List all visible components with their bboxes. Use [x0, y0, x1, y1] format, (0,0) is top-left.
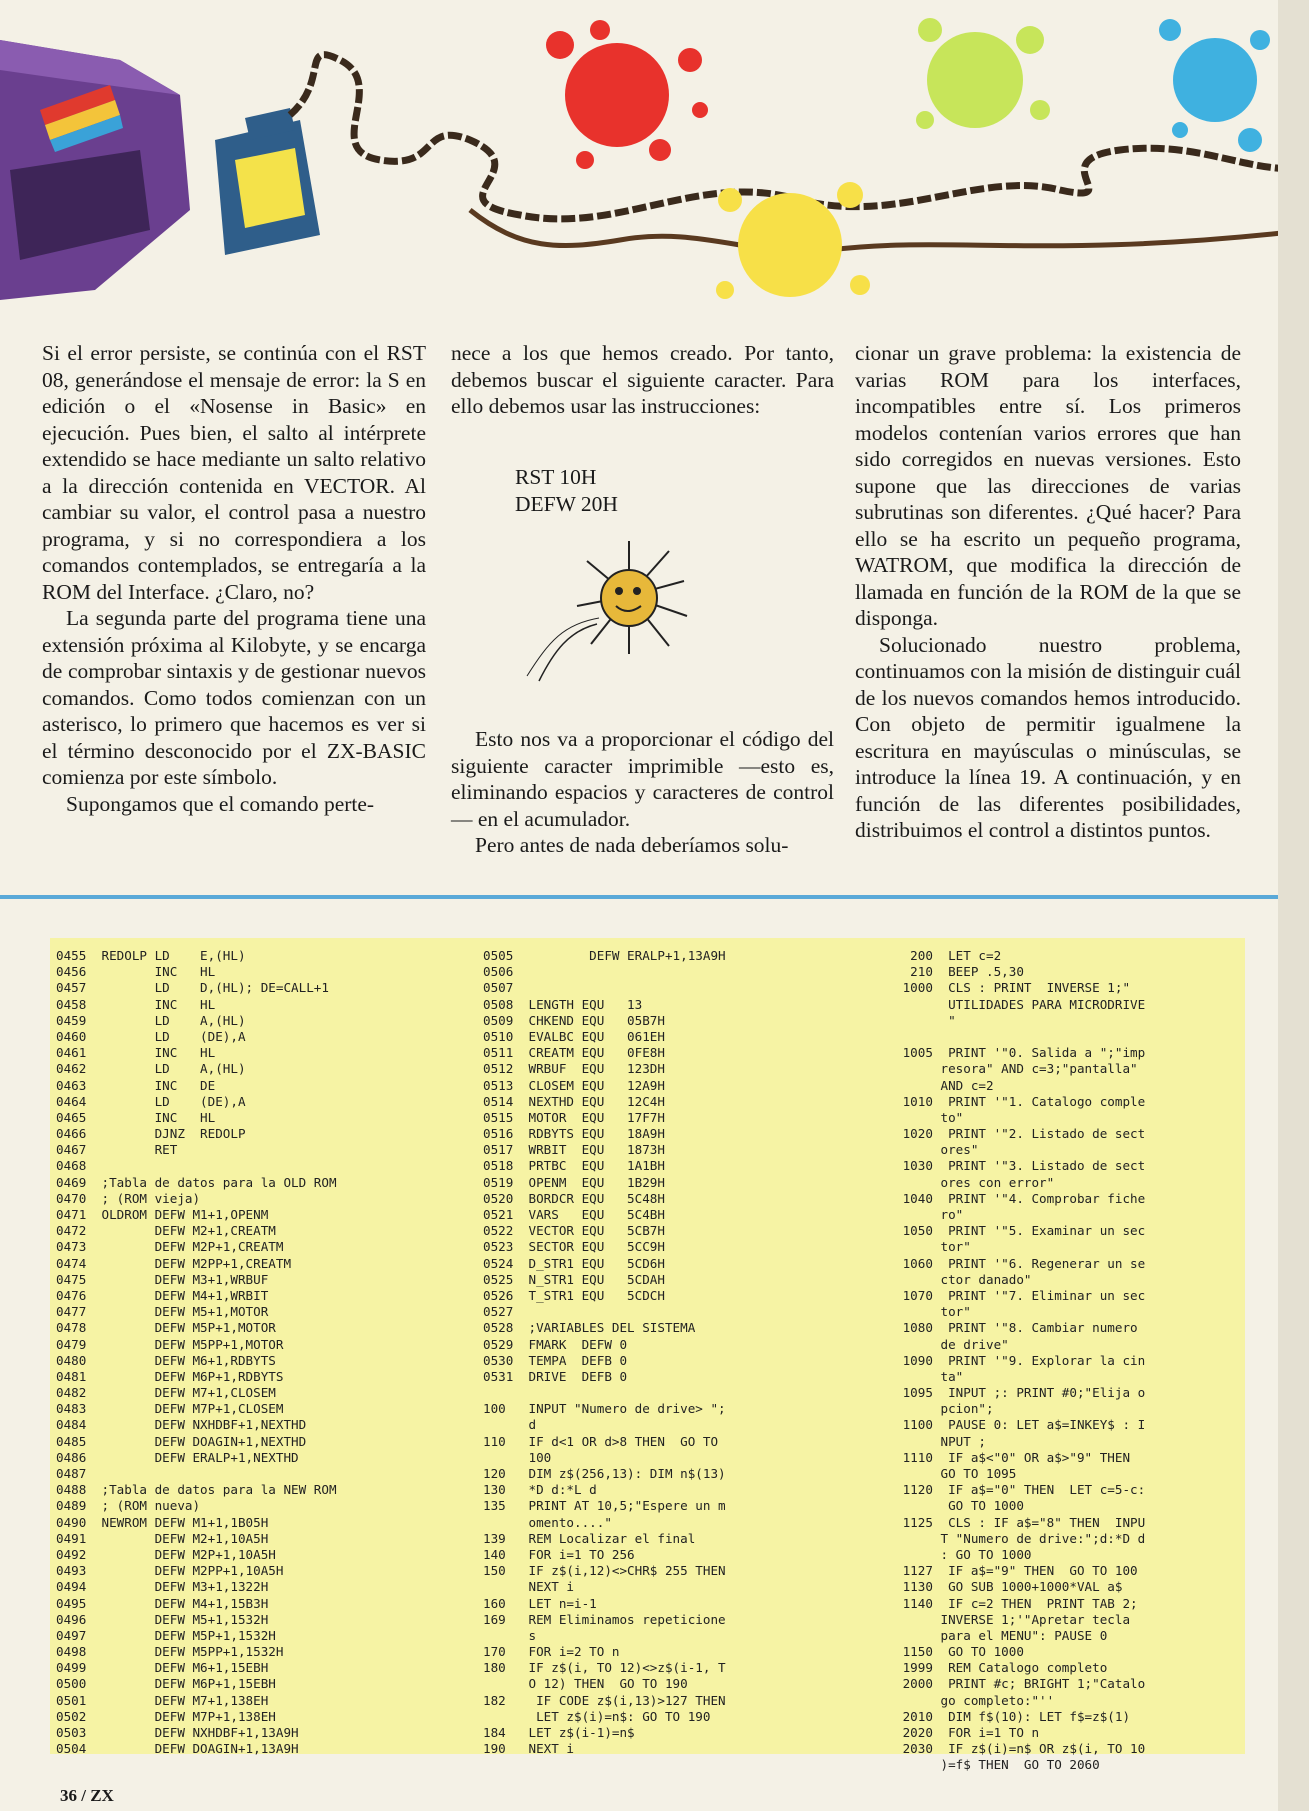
code-line: 2010 DIM f$(10): LET f$=z$(1) [895, 1708, 1131, 1724]
code-line: 0478 DEFW M5P+1,MOTOR [56, 1320, 276, 1336]
code-line: ctor danado" [895, 1271, 1032, 1287]
code-line: 140 FOR i=1 TO 256 [483, 1546, 635, 1562]
code-line: 170 FOR i=2 TO n [483, 1644, 620, 1660]
code-line: 1999 REM Catalogo completo [895, 1660, 1108, 1676]
code-line: 0489 ; (ROM nueva) [56, 1498, 201, 1514]
code-line: 1010 PRINT '"1. Catalogo comple [895, 1093, 1146, 1109]
code-line: 0526 T_STR1 EQU 5CDCH [483, 1287, 665, 1303]
paragraph: nece a los que hemos creado. Por tanto, debemos buscar el siguiente caracter. Para ello debemos usar las instrucciones: [451, 341, 834, 418]
code-line: 0499 DEFW M6+1,15EBH [56, 1660, 269, 1676]
code-line: tor" [895, 1239, 971, 1255]
code-line: NEXT i [483, 1579, 574, 1595]
code-line: 1127 IF a$="9" THEN GO TO 100 [895, 1563, 1138, 1579]
code-line: 0494 DEFW M3+1,1322H [56, 1579, 269, 1595]
paragraph: La segunda parte del programa tiene una extensión próxima al Kilobyte, y se encarga de comprobar sintaxis y de gestionar nuevos comandos. Como todos comienzan con un asterisco, lo primero que hacemos es ver si el término desconocido por el ZX-BASIC comienza por este símbolo. [42, 606, 426, 789]
code-line: 0523 SECTOR EQU 5CC9H [483, 1239, 665, 1255]
green-splash [916, 18, 1050, 129]
code-line: 139 REM Localizar el final [483, 1530, 696, 1546]
page-footer: 36 / ZX [60, 1786, 114, 1805]
code-line: 169 REM Eliminamos repeticione [483, 1611, 726, 1627]
code-line: 0497 DEFW M5P+1,1532H [56, 1627, 276, 1643]
code-line: 0512 WRBUF EQU 123DH [483, 1061, 665, 1077]
code-line: 1050 PRINT '"5. Examinar un sec [895, 1223, 1146, 1239]
code-line: 0507 [483, 980, 514, 996]
code-line: 1125 CLS : IF a$="8" THEN INPU [895, 1514, 1146, 1530]
code-line: GO TO 1000 [895, 1498, 1024, 1514]
code-line: 0516 RDBYTS EQU 18A9H [483, 1126, 665, 1142]
code-line: 0491 DEFW M2+1,10A5H [56, 1530, 269, 1546]
code-line: 1070 PRINT '"7. Eliminar un sec [895, 1287, 1146, 1303]
code-line: 0496 DEFW M5+1,1532H [56, 1611, 269, 1627]
code-line: 1020 PRINT '"2. Listado de sect [895, 1126, 1146, 1142]
code-line: 2020 FOR i=1 TO n [895, 1725, 1040, 1740]
computer-illustration [0, 40, 190, 300]
code-line: NPUT ; [895, 1433, 986, 1449]
code-line: ro" [895, 1207, 964, 1222]
code-line: 0459 LD A,(HL) [56, 1012, 246, 1028]
code-line: 1060 PRINT '"6. Regenerar un se [895, 1255, 1146, 1271]
article-column-1 [42, 340, 426, 817]
asm-line: DEFW 20H [515, 491, 618, 516]
code-line: AND c=2 [895, 1077, 994, 1093]
blue-splash [1159, 19, 1270, 152]
red-splash [546, 20, 708, 169]
code-line: 0468 [56, 1158, 87, 1174]
code-line: GO TO 1095 [895, 1466, 1017, 1481]
code-line: 0464 LD (DE),A [56, 1093, 246, 1109]
code-line: 0492 DEFW M2P+1,10A5H [56, 1546, 276, 1562]
code-line: 0456 INC HL [56, 964, 216, 980]
article-column-2 [451, 340, 834, 859]
code-line: 1140 IF c=2 THEN PRINT TAB 2; [895, 1595, 1138, 1611]
code-line: 0530 TEMPA DEFB 0 [483, 1352, 628, 1368]
paragraph: Esto nos va a proporcionar el código del siguiente caracter imprimible —esto es, eliminando espacios y caracteres de control— en el acumulador. [451, 727, 834, 831]
code-line: 0522 VECTOR EQU 5CB7H [483, 1223, 665, 1239]
code-line: 0485 DEFW DOAGIN+1,NEXTHD [56, 1433, 307, 1449]
code-line: 1120 IF a$="0" THEN LET c=5-c: [895, 1482, 1146, 1498]
code-line: 1095 INPUT ;: PRINT #0;"Elija o [895, 1385, 1146, 1401]
code-line: 210 BEEP .5,30 [895, 964, 1024, 980]
code-line: 0484 DEFW NXHDBF+1,NEXTHD [56, 1417, 307, 1433]
article-column-3 [855, 340, 1241, 844]
code-line: pcion"; [895, 1401, 994, 1417]
code-line: 0517 WRBIT EQU 1873H [483, 1142, 665, 1158]
asm-line: RST 10H [515, 464, 597, 489]
code-line: resora" AND c=3;"pantalla" [895, 1061, 1138, 1077]
code-line: 0503 DEFW NXHDBF+1,13A9H [56, 1725, 299, 1740]
code-line: 2030 IF z$(i)=n$ OR z$(i, TO 10 [895, 1741, 1146, 1757]
code-line: 180 IF z$(i, TO 12)<>z$(i-1, T [483, 1660, 726, 1676]
article-body [42, 340, 1242, 875]
code-line: 0457 LD D,(HL); DE=CALL+1 [56, 980, 329, 996]
code-line: T "Numero de drive:";d:*D d [895, 1530, 1146, 1546]
code-line: 150 IF z$(i,12)<>CHR$ 255 THEN [483, 1563, 726, 1579]
code-line: 1005 PRINT '"0. Salida a ";"imp [895, 1045, 1146, 1061]
code-line: 0463 INC DE [56, 1077, 216, 1093]
paragraph: Si el error persiste, se continúa con el RST 08, generándose el mensaje de error: la S en edición o el «Nosense in Basic» en ejecución. Pues bien, el salto al intérprete extendido se hace mediante un salto relativo a la dirección contenida en VECTOR. Al cambiar su valor, el control pasa a nuestro programa, y si no correspondiera a los comandos contemplados, se entregaría a la ROM del Interface. ¿Claro, no? [42, 341, 426, 604]
code-line: " [895, 1012, 956, 1028]
code-line: )=f$ THEN GO TO 2060 [895, 1757, 1100, 1773]
code-line: 0525 N_STR1 EQU 5CDAH [483, 1271, 665, 1287]
code-line: 1100 PAUSE 0: LET a$=INKEY$ : I [895, 1417, 1146, 1433]
code-line: : GO TO 1000 [895, 1546, 1032, 1562]
code-line: 0466 DJNZ REDOLP [56, 1126, 246, 1142]
paragraph: Supongamos que el comando perte- [66, 791, 375, 816]
code-line: to" [895, 1109, 964, 1125]
code-line: 0493 DEFW M2PP+1,10A5H [56, 1563, 284, 1579]
code-line: 0481 DEFW M6P+1,RDBYTS [56, 1368, 284, 1384]
code-line [895, 1029, 1245, 1045]
code-line: O 12) THEN GO TO 190 [483, 1676, 688, 1692]
code-line: 135 PRINT AT 10,5;"Espere un m [483, 1498, 726, 1514]
code-line: 0502 DEFW M7P+1,138EH [56, 1708, 276, 1724]
code-listing-column-2 [483, 938, 895, 1757]
code-line: 0505 DEFW ERALP+1,13A9H [483, 948, 726, 963]
code-line: 1080 PRINT '"8. Cambiar numero [895, 1320, 1138, 1336]
code-line: 100 [483, 1449, 552, 1465]
code-line: 1030 PRINT '"3. Listado de sect [895, 1158, 1146, 1174]
code-line: 1040 PRINT '"4. Comprobar fiche [895, 1190, 1146, 1206]
code-line: 200 LET c=2 [895, 948, 1002, 963]
code-line: 0467 RET [56, 1142, 178, 1158]
paragraph: cionar un grave problema: la existencia de varias ROM para los interfaces, incompatibles entre sí. Los primeros modelos contenían varios errores que han sido corregidos en nuevas versiones. Esto supone que las direcciones de varias subrutinas son diferentes. ¿Qué hacer? Para ello se ha escrito un pequeño programa, WATROM, que modifica la dirección de llamada en función de la ROM de la que se disponga. [855, 341, 1241, 630]
code-line: 0475 DEFW M3+1,WRBUF [56, 1271, 269, 1287]
code-line: 0479 DEFW M5PP+1,MOTOR [56, 1336, 284, 1352]
code-line: 0508 LENGTH EQU 13 [483, 996, 643, 1012]
code-line: 0509 CHKEND EQU 05B7H [483, 1012, 665, 1028]
code-line: 0515 MOTOR EQU 17F7H [483, 1109, 665, 1125]
code-listing-column-3 [895, 938, 1245, 1773]
assembly-snippet [515, 464, 834, 518]
code-line [483, 1385, 895, 1401]
code-line: omento...." [483, 1514, 612, 1530]
code-line: 0528 ;VARIABLES DEL SISTEMA [483, 1320, 696, 1336]
code-line: 0471 OLDROM DEFW M1+1,OPENM [56, 1207, 269, 1222]
code-line: 0506 [483, 964, 514, 980]
paragraph: Solucionado nuestro problema, continuamos con la misión de distinguir cuál de los nuevos comandos hemos introducido. Con objeto de permitir igualmene la escritura en mayúsculas o minúsculas, se introduce la línea 19. A continuación, y en función de las diferentes posibilidades, distribuimos el control a distintos puntos. [855, 632, 1241, 842]
code-line: 0498 DEFW M5PP+1,1532H [56, 1644, 284, 1660]
code-line: 120 DIM z$(256,13): DIM n$(13) [483, 1466, 726, 1481]
code-line: 1000 CLS : PRINT INVERSE 1;" [895, 980, 1131, 996]
code-line: de drive" [895, 1336, 1009, 1352]
code-line: 100 INPUT "Numero de drive> "; [483, 1401, 726, 1417]
code-line: 0531 DRIVE DEFB 0 [483, 1368, 628, 1384]
code-line: INVERSE 1;'"Apretar tecla [895, 1611, 1131, 1627]
code-line: 0500 DEFW M6P+1,15EBH [56, 1676, 276, 1692]
code-line: 0477 DEFW M5+1,MOTOR [56, 1304, 269, 1320]
code-line: 1150 GO TO 1000 [895, 1644, 1024, 1660]
code-line: ores" [895, 1142, 979, 1158]
code-listing-column-1 [50, 938, 489, 1757]
code-line: 0483 DEFW M7P+1,CLOSEM [56, 1401, 284, 1417]
code-line: tor" [895, 1304, 971, 1320]
code-line: 0465 INC HL [56, 1109, 216, 1125]
code-line: 0486 DEFW ERALP+1,NEXTHD [56, 1449, 299, 1465]
code-line: 0472 DEFW M2+1,CREATM [56, 1223, 276, 1239]
code-line: 0520 BORDCR EQU 5C48H [483, 1190, 665, 1206]
code-line: 0495 DEFW M4+1,15B3H [56, 1595, 269, 1611]
code-line: UTILIDADES PARA MICRODRIVE [895, 996, 1146, 1012]
code-line: 0504 DEFW DOAGIN+1,13A9H [56, 1741, 299, 1757]
code-line: ta" [895, 1368, 964, 1384]
hedgehog-illustration [519, 536, 719, 686]
code-line: para el MENU": PAUSE 0 [895, 1627, 1108, 1643]
code-line: 184 LET z$(i-1)=n$ [483, 1725, 635, 1740]
code-line: 0527 [483, 1304, 514, 1320]
code-line: 0487 [56, 1466, 87, 1481]
code-line: ores con error" [895, 1174, 1055, 1190]
paragraph: Pero antes de nada deberíamos solu- [475, 833, 789, 857]
code-line: 0513 CLOSEM EQU 12A9H [483, 1077, 665, 1093]
code-line: LET z$(i)=n$: GO TO 190 [483, 1708, 711, 1724]
code-line: 0474 DEFW M2PP+1,CREATM [56, 1255, 292, 1271]
code-line: 1130 GO SUB 1000+1000*VAL a$ [895, 1579, 1123, 1595]
code-line: 1090 PRINT '"9. Explorar la cin [895, 1352, 1146, 1368]
code-line: 160 LET n=i-1 [483, 1595, 597, 1611]
code-line: 0524 D_STR1 EQU 5CD6H [483, 1255, 665, 1271]
code-line: 0490 NEWROM DEFW M1+1,1B05H [56, 1514, 269, 1530]
code-line: 0511 CREATM EQU 0FE8H [483, 1045, 665, 1061]
code-line: 0476 DEFW M4+1,WRBIT [56, 1287, 269, 1303]
code-line: go completo:"'' [895, 1692, 1055, 1708]
code-line: 0482 DEFW M7+1,CLOSEM [56, 1385, 276, 1401]
code-line: 0455 REDOLP LD E,(HL) [56, 948, 246, 963]
code-line: 190 NEXT i [483, 1741, 574, 1757]
code-line: 1110 IF a$<"0" OR a$>"9" THEN [895, 1449, 1131, 1465]
yellow-splash [716, 182, 870, 299]
code-line: 0460 LD (DE),A [56, 1028, 246, 1044]
code-line: 0518 PRTBC EQU 1A1BH [483, 1158, 665, 1174]
code-line: 0521 VARS EQU 5C4BH [483, 1207, 665, 1222]
code-line: 0519 OPENM EQU 1B29H [483, 1174, 665, 1190]
code-line: 130 *D d:*L d [483, 1482, 597, 1498]
code-line: 110 IF d<1 OR d>8 THEN GO TO [483, 1433, 719, 1449]
header-illustration [0, 0, 1309, 320]
code-line: 0514 NEXTHD EQU 12C4H [483, 1093, 665, 1109]
code-line: s [483, 1627, 537, 1643]
code-line: 0458 INC HL [56, 996, 216, 1012]
code-line: 0488 ;Tabla de datos para la NEW ROM [56, 1482, 337, 1498]
code-line: 182 IF CODE z$(i,13)>127 THEN [483, 1692, 726, 1708]
code-line: 0462 LD A,(HL) [56, 1061, 246, 1077]
code-line: 0469 ;Tabla de datos para la OLD ROM [56, 1174, 337, 1190]
code-line: 0480 DEFW M6+1,RDBYTS [56, 1352, 276, 1368]
code-line: 2000 PRINT #c; BRIGHT 1;"Catalo [895, 1676, 1146, 1692]
code-line: 0529 FMARK DEFW 0 [483, 1336, 628, 1352]
code-line: 0470 ; (ROM vieja) [56, 1190, 201, 1206]
cartridge-illustration [215, 108, 320, 255]
code-line: d [483, 1417, 537, 1433]
code-line: 0510 EVALBC EQU 061EH [483, 1028, 665, 1044]
section-divider [0, 895, 1309, 899]
code-line: 0501 DEFW M7+1,138EH [56, 1692, 269, 1708]
next-page-edge [1278, 0, 1309, 1811]
code-line: 0461 INC HL [56, 1045, 216, 1061]
code-line: 0473 DEFW M2P+1,CREATM [56, 1239, 284, 1255]
